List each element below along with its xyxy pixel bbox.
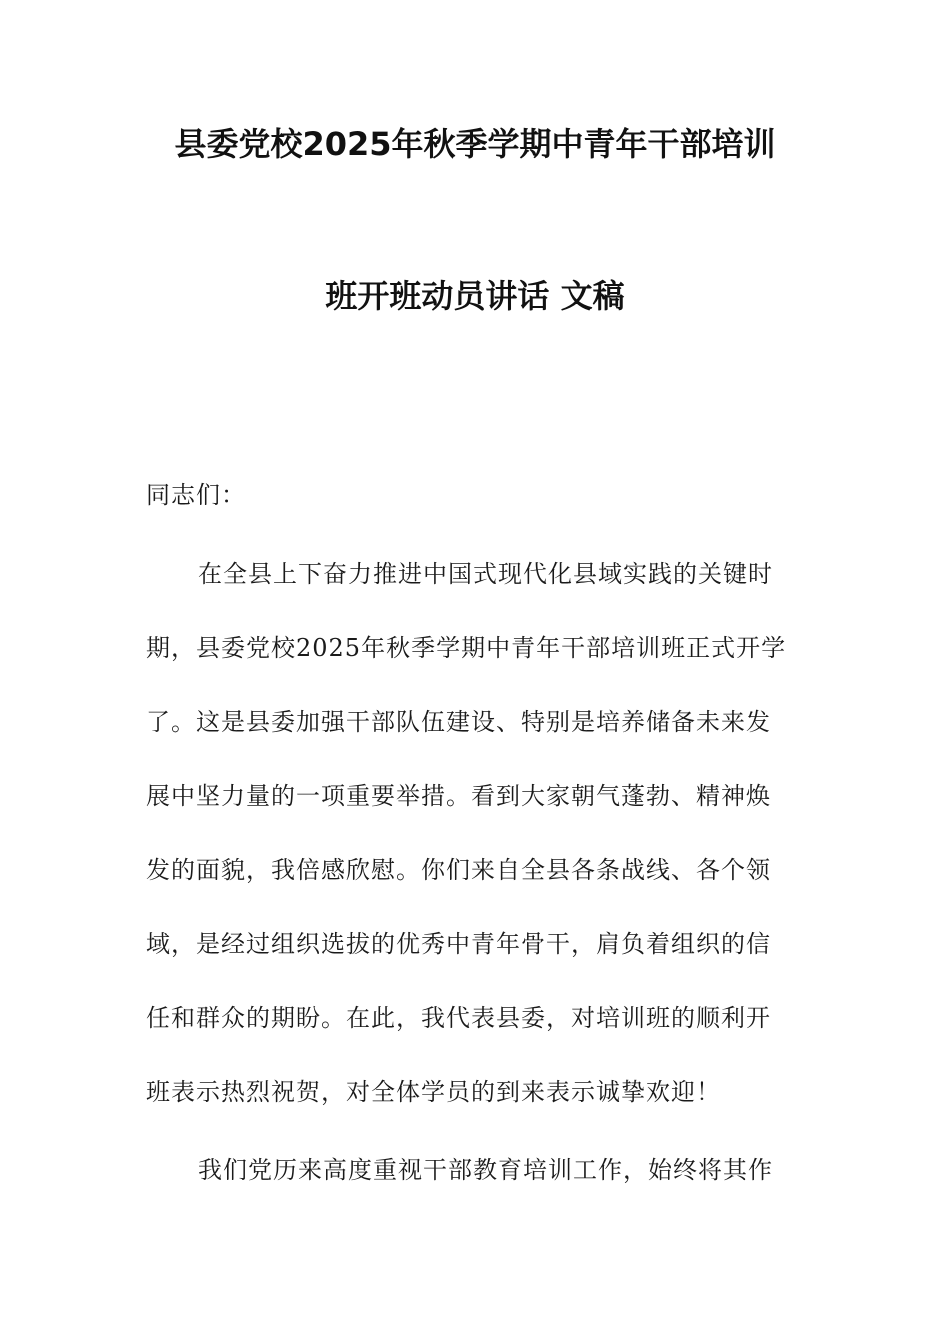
paragraph-line: 任和群众的期盼。在此，我代表县委，对培训班的顺利开 [146, 1004, 771, 1032]
paragraph-line: 域，是经过组织选拔的优秀中青年骨干，肩负着组织的信 [146, 930, 771, 958]
document-title-line-1: 县委党校2025年秋季学期中青年干部培训 [174, 125, 776, 163]
paragraph-line: 展中坚力量的一项重要举措。看到大家朝气蓬勃、精神焕 [146, 782, 771, 810]
paragraph-line: 班表示热烈祝贺，对全体学员的到来表示诚挚欢迎！ [146, 1078, 721, 1106]
document-title-line-2: 班开班动员讲话 文稿 [325, 277, 625, 315]
paragraph-line: 在全县上下奋力推进中国式现代化县域实践的关键时 [198, 560, 773, 588]
paragraph-line: 期，县委党校2025年秋季学期中青年干部培训班正式开学 [146, 634, 787, 662]
paragraph-line: 我们党历来高度重视干部教育培训工作，始终将其作 [198, 1156, 773, 1184]
paragraph-line: 了。这是县委加强干部队伍建设、特别是培养储备未来发 [146, 708, 771, 736]
salutation: 同志们： [146, 481, 246, 509]
paragraph-line: 发的面貌，我倍感欣慰。你们来自全县各条战线、各个领 [146, 856, 771, 884]
